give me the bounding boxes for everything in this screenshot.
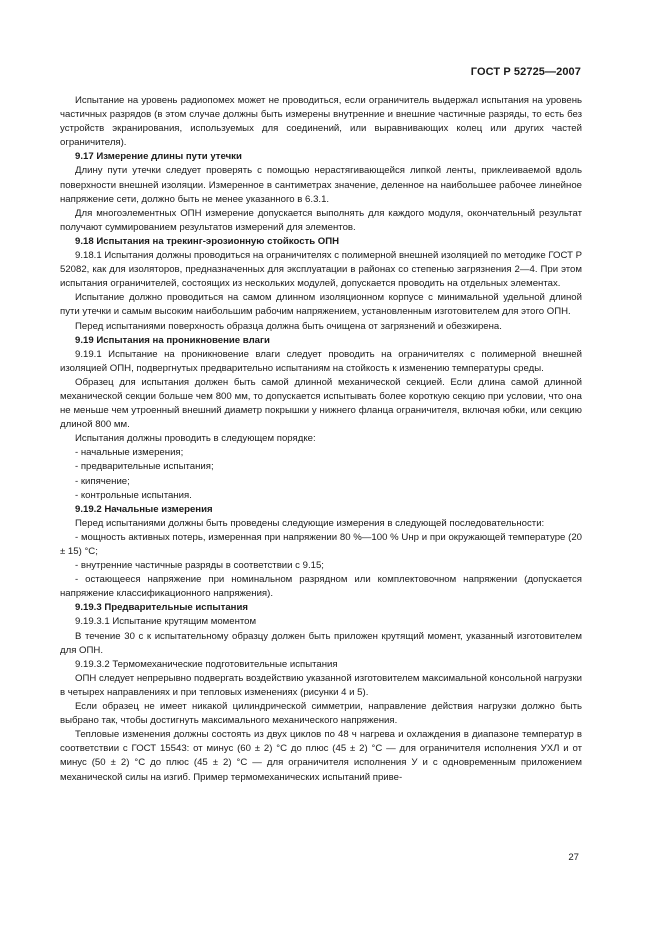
list-item: - предварительные испытания; [75, 461, 214, 473]
section-heading: 9.17 Измерение длины пути утечки [75, 151, 242, 163]
paragraph: Перед испытаниями должны быть проведены следующие измерения в следующей последовательности: [75, 517, 545, 529]
document-body [60, 94, 582, 785]
section-heading: 9.19.3 Предварительные испытания [75, 602, 248, 614]
section-heading: 9.19 Испытания на проникновение влаги [75, 334, 270, 346]
list-item: - кипячение; [75, 475, 130, 487]
paragraph: 9.18.1 Испытания должны проводиться на ограничителях с полимерной внешней изоляцией по методике ГОСТ Р 52082, как для изоляторов, предназначенных для эксплуатации в районах со степенью загрязнения 2—4. При этом испытания ограничителей, состоящих из нескольких модулей, допускается проводить на отдельных элементах. [60, 250, 582, 290]
paragraph: Для многоэлементных ОПН измерение допускается выполнять для каждого модуля, окончательный результат получают суммированием результатов измерений для элементов. [60, 207, 582, 233]
paragraph: - мощность активных потерь, измеренная при напряжении 80 %—100 % Uнр и при окружающей температуре (20 ± 15) °С; [60, 531, 582, 557]
document-header: ГОСТ Р 52725—2007 [470, 66, 581, 78]
paragraph: Перед испытаниями поверхность образца должна быть очищена от загрязнений и обезжирена. [75, 320, 502, 332]
paragraph: ОПН следует непрерывно подвергать воздействию указанной изготовителем максимальной консольной нагрузки в четырех направлениях и при тепловых изменениях (рисунки 4 и 5). [60, 672, 582, 698]
paragraph: Испытания должны проводить в следующем порядке: [75, 433, 316, 445]
page-number: 27 [568, 852, 579, 863]
paragraph: Если образец не имеет никакой цилиндрической симметрии, направление действия нагрузки должно быть выбрано так, чтобы достигнуть максимального механического напряжения. [60, 701, 582, 727]
list-item: - контрольные испытания. [75, 489, 192, 501]
paragraph: 9.19.1 Испытание на проникновение влаги следует проводить на ограничителях с полимерной внешней изоляцией ОПН, подвергнутых предварительно испытаниям на стойкость к изменению температуры среды. [60, 348, 582, 374]
paragraph: Испытание на уровень радиопомех может не проводиться, если ограничитель выдержал испытания на уровень частичных разрядов (в этом случае должны быть измерены внутренние и внешние частичные разряды, то есть без устройств экранирования, используемых для соединений, или выравнивающих колец или других частей ограничителя). [60, 95, 582, 149]
paragraph: 9.19.3.1 Испытание крутящим моментом [75, 616, 257, 628]
paragraph: - внутренние частичные разряды в соответствии с 9.15; [75, 560, 324, 572]
paragraph: 9.19.3.2 Термомеханические подготовительные испытания [75, 658, 338, 670]
paragraph: Длину пути утечки следует проверять с помощью нерастягивающейся липкой ленты, приклеиваемой вдоль поверхности внешней изоляции. Измеренное в сантиметрах значение, деленное на наибольшее рабочее линейное напряжение сети, должно быть не менее указанного в 6.3.1. [60, 165, 582, 205]
list-item: - начальные измерения; [75, 447, 184, 459]
section-heading: 9.19.2 Начальные измерения [75, 503, 213, 515]
paragraph: - остающееся напряжение при номинальном разрядном или комплектовочном напряжении (допускается напряжение классификационного напряжения). [60, 574, 582, 600]
section-heading: 9.18 Испытания на трекинг-эрозионную стойкость ОПН [75, 235, 340, 247]
paragraph: Образец для испытания должен быть самой длинной механической секцией. Если длина самой длинной механической секции больше чем 800 мм, то допускается испытывать более короткую секцию при условии, что она не меньше чем утроенный внешний диаметр покрышки у нижнего фланца ограничителя, включая юбки, или секцию длиной 800 мм. [60, 376, 582, 431]
paragraph: Испытание должно проводиться на самом длинном изоляционном корпусе с минимальной удельной длиной пути утечки и самым высоким наибольшим рабочим напряжением, установленным изготовителем для этого ОПН. [60, 292, 582, 318]
paragraph: Тепловые изменения должны состоять из двух циклов по 48 ч нагрева и охлаждения в диапазоне температур в соответствии с ГОСТ 15543: от минус (60 ± 2) °С до плюс (45 ± 2) °С — для ограничителя исполнения УХЛ и от минус (50 ± 2) °С до плюс (45 ± 2) °С — для ограничителя исполнения У и с одновременным приложением механической силы на изгиб. Пример термомеханических испытаний приве- [60, 729, 582, 783]
paragraph: В течение 30 с к испытательному образцу должен быть приложен крутящий момент, указанный изготовителем для ОПН. [60, 630, 582, 656]
